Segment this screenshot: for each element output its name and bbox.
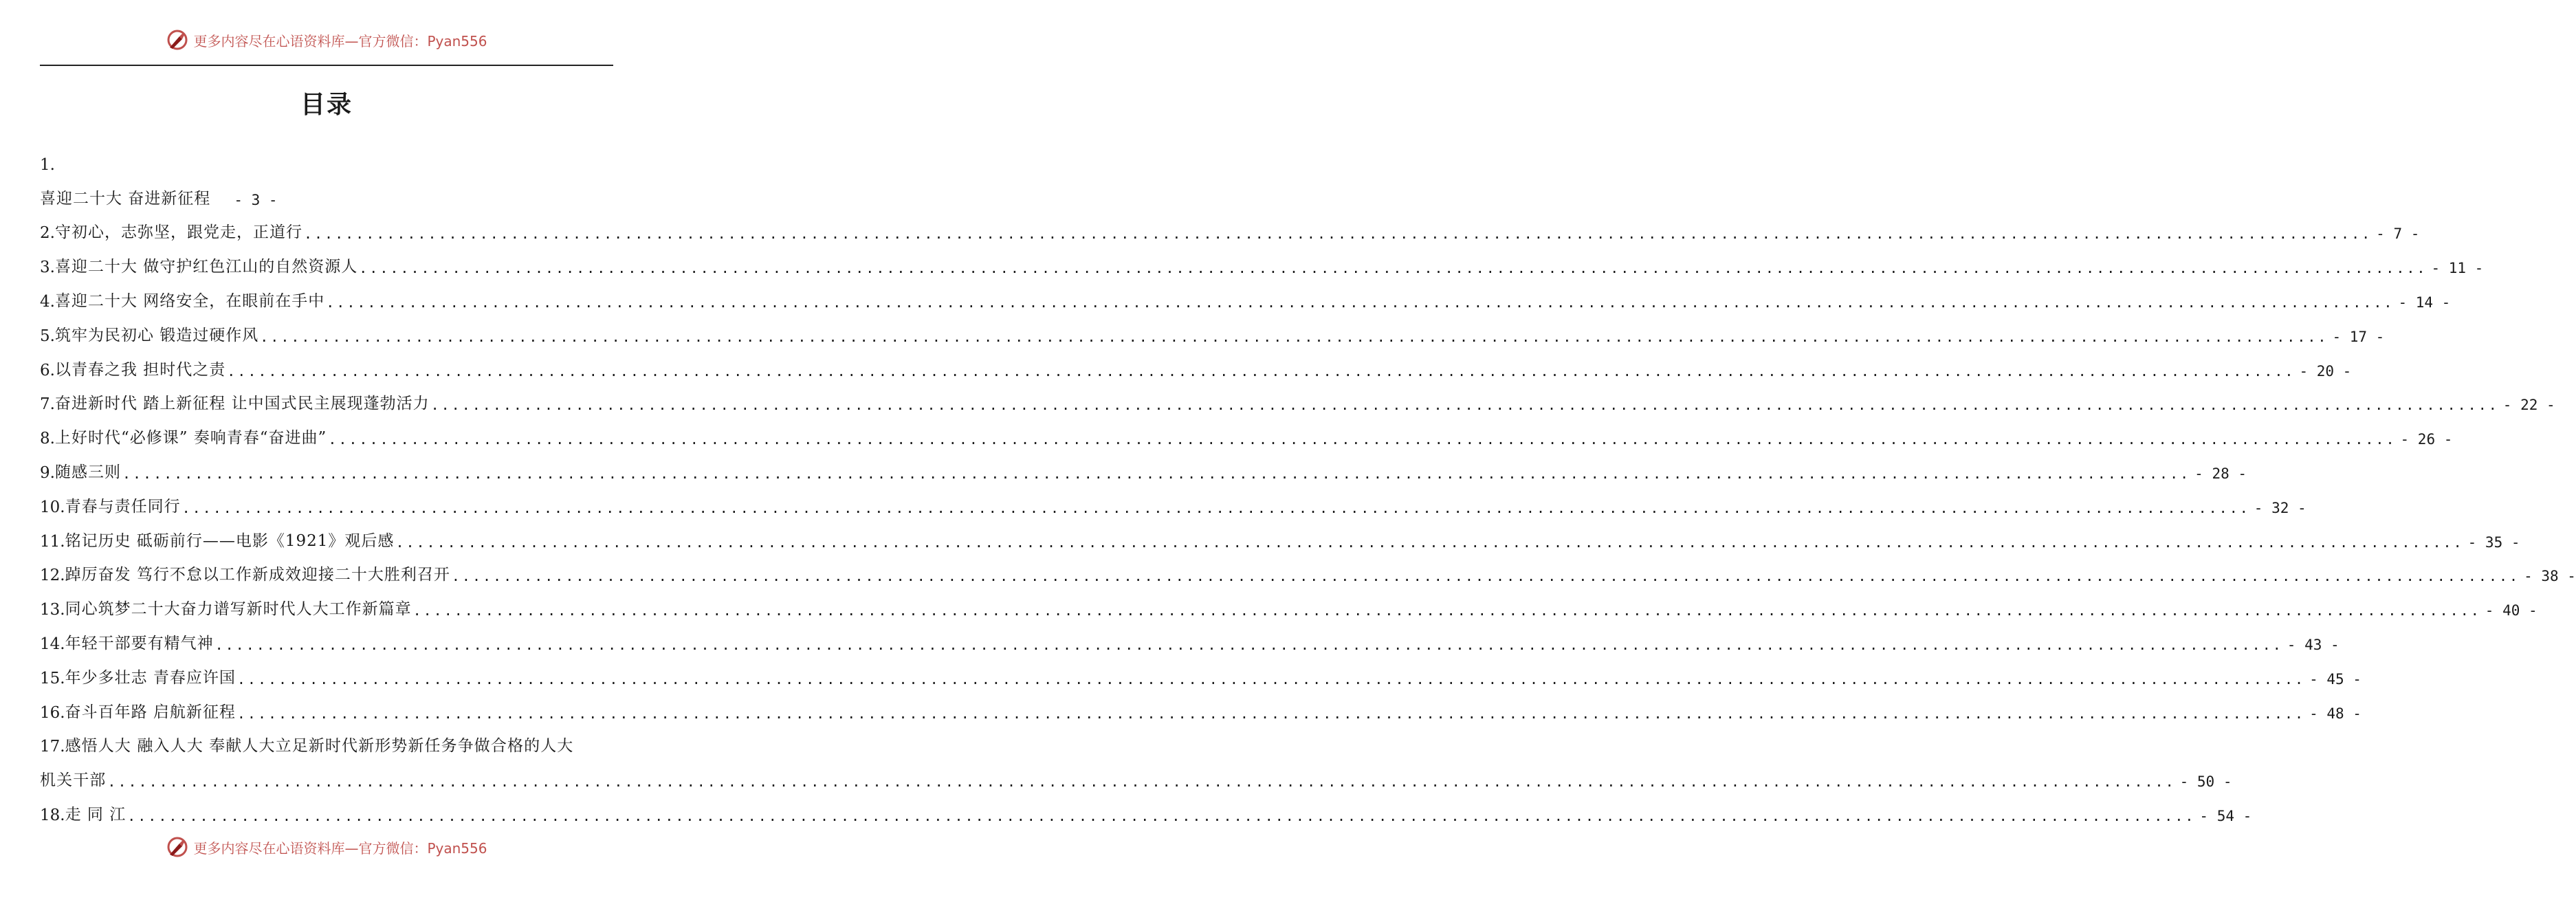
- logo-icon: [166, 28, 189, 52]
- dot-leader: ........................................................................................................................................................................................................: [107, 773, 2176, 791]
- toc-entry-number: 15.: [40, 669, 65, 688]
- toc-entry-18[interactable]: [40, 790, 2252, 824]
- dot-leader: ........................................................................................................................................................................................................: [359, 260, 2428, 277]
- dot-leader: ........................................................................................................................................................................................................: [181, 499, 2250, 516]
- toc-entry-16[interactable]: [40, 688, 2362, 722]
- toc-entry-page: - 35 -: [2467, 534, 2520, 551]
- toc-entry-page: - 14 -: [2398, 294, 2451, 311]
- toc-entry-number: 1.: [40, 155, 55, 174]
- toc-entry-title: 奋进新时代 踏上新征程 让中国式民主展现蓬勃活力: [54, 395, 430, 413]
- toc-entry-title: 感悟人大 融入人大 奉献人大立足新时代新形势新任务争做合格的人大: [65, 737, 574, 756]
- dot-leader: ........................................................................................................................................................................................................: [328, 431, 2397, 448]
- toc-entry-page: - 40 -: [2485, 602, 2538, 619]
- toc-entry-page: - 11 -: [2431, 260, 2484, 277]
- toc-entry-page: - 20 -: [2299, 362, 2352, 380]
- toc-entry-page: - 17 -: [2332, 328, 2385, 345]
- toc-entry-7[interactable]: [40, 380, 2555, 414]
- toc-entry-5[interactable]: [40, 311, 2385, 345]
- logo-icon: [166, 835, 189, 859]
- toc-entry-page: - 3 -: [234, 191, 278, 208]
- dot-leader: ........................................................................................................................................................................................................: [430, 397, 2499, 414]
- toc-entry-number: 14.: [40, 635, 65, 653]
- toc-entry-number: 8.: [40, 430, 55, 448]
- header-text: 更多内容尽在心语资料库—官方微信：Pyan556: [193, 32, 487, 50]
- toc-entry-number: 17.: [40, 738, 65, 756]
- toc-entry-page: - 7 -: [2376, 226, 2420, 243]
- toc-entry-number: 18.: [40, 806, 65, 824]
- toc-entry-8[interactable]: [40, 413, 2453, 448]
- toc-entry-title: 守初心，志弥坚，跟党走，正道行: [54, 223, 302, 242]
- toc-entry-title: 年少多壮志 青春应许国: [65, 668, 236, 687]
- toc-entry-number: 2.: [40, 224, 55, 243]
- toc-entry-number: 7.: [40, 395, 55, 414]
- dot-leader: ........................................................................................................................................................................................................: [227, 362, 2296, 380]
- toc-entry-title: 随感三则: [54, 463, 121, 481]
- dot-leader: ........................................................................................................................................................................................................: [236, 705, 2306, 722]
- toc-entry-14[interactable]: [40, 619, 2340, 653]
- dot-leader: ........................................................................................................................................................................................................: [412, 602, 2481, 619]
- toc-entry-page: - 50 -: [2179, 773, 2232, 791]
- dot-leader: ........................................................................................................................................................................................................: [326, 294, 2395, 311]
- toc-entry-6[interactable]: [40, 345, 2352, 380]
- toc-entry-title: 年轻干部要有精气神: [65, 634, 214, 652]
- toc-entry-title: 上好时代“必修课” 奏响青春“奋进曲”: [54, 429, 327, 448]
- toc-entry-page: - 54 -: [2199, 807, 2252, 824]
- toc-entry-number: 10.: [40, 498, 65, 516]
- table-of-contents: [40, 140, 2576, 824]
- toc-entry-page: - 38 -: [2524, 568, 2576, 585]
- page-title: 目录: [300, 90, 353, 119]
- toc-entry-page: - 48 -: [2309, 705, 2362, 722]
- dot-leader: ........................................................................................................................................................................................................: [260, 328, 2329, 345]
- toc-entry-title: 踔厉奋发 笃行不怠以工作新成效迎接二十大胜利召开: [65, 566, 450, 584]
- dot-leader: ........................................................................................................................................................................................................: [127, 807, 2196, 824]
- toc-entry-page: - 26 -: [2400, 431, 2453, 448]
- toc-entry-number: 3.: [40, 258, 55, 277]
- toc-entry-title: 铭记历史 砥砺前行——电影《1921》观后感: [65, 531, 395, 550]
- header-rule: [40, 65, 613, 66]
- footer-text: 更多内容尽在心语资料库—官方微信：Pyan556: [193, 839, 487, 857]
- toc-entry-page: - 45 -: [2309, 670, 2362, 688]
- toc-entry-13[interactable]: [40, 584, 2538, 619]
- toc-entry-10[interactable]: [40, 482, 2307, 516]
- page-footer-watermark: [0, 833, 653, 861]
- toc-entry-number: 5.: [40, 327, 55, 345]
- toc-entry-page: - 43 -: [2287, 636, 2340, 653]
- toc-entry-2[interactable]: [40, 208, 2420, 243]
- toc-entry-9[interactable]: [40, 448, 2247, 482]
- dot-leader: ........................................................................................................................................................................................................: [451, 568, 2520, 585]
- toc-entry-number: 9.: [40, 463, 55, 482]
- toc-entry-1[interactable]: [40, 140, 613, 174]
- toc-entry-title: 喜迎二十大 奋进新征程: [40, 189, 211, 208]
- toc-entry-11[interactable]: [40, 516, 2520, 551]
- toc-entry-4[interactable]: [40, 276, 2451, 311]
- toc-entry-page: - 22 -: [2502, 397, 2555, 414]
- toc-entry-title: 以青春之我 担时代之责: [54, 360, 226, 379]
- toc-entry-title: 同心筑梦二十大奋力谱写新时代人大工作新篇章: [65, 600, 412, 619]
- toc-entry-1-title[interactable]: [40, 174, 613, 208]
- toc-entry-number: 16.: [40, 703, 65, 722]
- toc-entry-3[interactable]: [40, 242, 2484, 277]
- toc-entry-number: 13.: [40, 601, 65, 619]
- toc-entry-number: 12.: [40, 566, 65, 585]
- toc-entry-12[interactable]: [40, 551, 2576, 585]
- toc-entry-number: 4.: [40, 292, 55, 311]
- toc-entry-title: 喜迎二十大 网络安全，在眼前在手中: [54, 292, 325, 310]
- toc-entry-number: 11.: [40, 532, 65, 551]
- toc-entry-title: 青春与责任同行: [65, 497, 181, 516]
- toc-entry-page: - 28 -: [2194, 465, 2247, 482]
- toc-entry-title: 奋斗百年路 启航新征程: [65, 703, 236, 721]
- toc-entry-title: 喜迎二十大 做守护红色江山的自然资源人: [54, 258, 358, 276]
- toc-entry-15[interactable]: [40, 653, 2362, 688]
- toc-entry-title: 筑牢为民初心 锻造过硬作风: [54, 326, 259, 344]
- dot-leader: ........................................................................................................................................................................................................: [122, 465, 2191, 482]
- page-header-watermark: [0, 26, 653, 54]
- toc-entry-page: - 32 -: [2254, 499, 2307, 516]
- dot-leader: ........................................................................................................................................................................................................: [395, 534, 2464, 551]
- dot-leader: ........................................................................................................................................................................................................: [236, 670, 2306, 688]
- toc-entry-17[interactable]: [40, 722, 2232, 791]
- dot-leader: ........................................................................................................................................................................................................: [303, 226, 2373, 243]
- toc-entry-number: 6.: [40, 361, 55, 380]
- toc-entry-title: 走 同 江: [65, 805, 126, 824]
- dot-leader: ........................................................................................................................................................................................................: [214, 636, 2283, 653]
- toc-entry-title-continued: 机关干部: [40, 771, 107, 790]
